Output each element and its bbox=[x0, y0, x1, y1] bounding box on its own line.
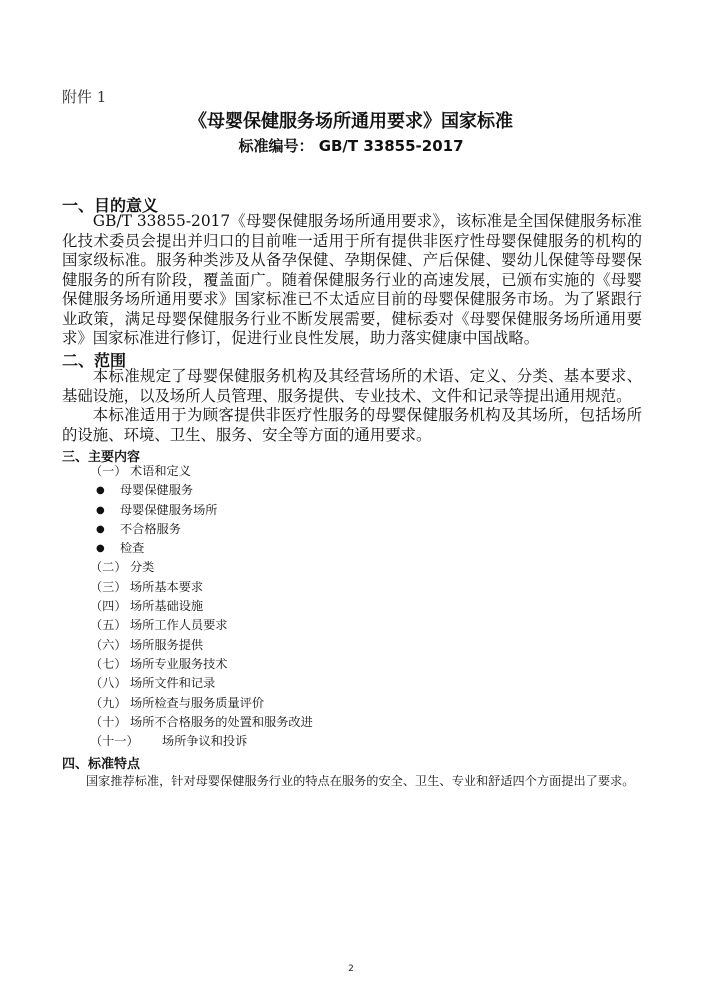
list-item: （五） 场所工作人员要求 bbox=[90, 618, 228, 633]
list-item: （十） 场所不合格服务的处置和服务改进 bbox=[90, 714, 313, 729]
list-item: （六） 场所服务提供 bbox=[90, 637, 204, 652]
scope-paragraph-1: 本标准规定了母婴保健服务机构及其经营场所的术语、定义、分类、基本要求、基础设施，以及场所人员管理、服务提供、专业技术、文件和记录等提出通用规范。 bbox=[62, 367, 642, 405]
section-heading-scope: 二、范围 bbox=[62, 351, 127, 370]
list-item: （十一） 场所争议和投诉 bbox=[90, 734, 248, 749]
features-paragraph: 国家推荐标准，针对母婴保健服务行业的特点在服务的安全、卫生、专业和舒适四个方面提出了要求。 bbox=[86, 774, 635, 788]
list-item: （三） 场所基本要求 bbox=[90, 579, 204, 594]
bullet-icon: ● bbox=[96, 485, 105, 497]
purpose-paragraph: GB/T 33855-2017《母婴保健服务场所通用要求》，该标准是全国保健服务标准化技术委员会提出并归口的目前唯一适用于所有提供非医疗性母婴保健服务的机构的国家级标准。服务种类涉及从备孕保健、孕期保健、产后保健、婴幼儿保健等母婴保健服务的所有阶段，覆盖面广。随着保健服务行业的高速发展，已颁布实施的《母婴保健服务场所通用要求》国家标准已不太适应目前的母婴保健服务市场。为了紧跟行业政策，满足母婴保健服务行业不断发展需要，健标委对《母婴保健服务场所通用要求》国家标准进行修订，促进行业良性发展，助力落实健康中国战略。 bbox=[62, 212, 642, 347]
content-list bbox=[90, 462, 313, 751]
section-heading-purpose: 一、目的意义 bbox=[62, 196, 159, 215]
standard-number: 标准编号： GB/T 33855-2017 bbox=[238, 137, 464, 155]
list-item: （四） 场所基础设施 bbox=[90, 599, 204, 614]
list-item: （二） 分类 bbox=[90, 560, 155, 575]
section-heading-content: 三、主要内容 bbox=[62, 450, 141, 465]
page-number: 2 bbox=[348, 964, 354, 974]
list-item: （八） 场所文件和记录 bbox=[90, 676, 216, 691]
attachment-label: 附件 1 bbox=[62, 88, 107, 106]
bullet-icon: ● bbox=[96, 543, 105, 555]
section-heading-features: 四、标准特点 bbox=[62, 757, 141, 772]
list-item: （九） 场所检查与服务质量评价 bbox=[90, 695, 265, 710]
list-item: ● 不合格服务 bbox=[90, 520, 313, 539]
list-item: ● 检查 bbox=[90, 539, 313, 558]
list-item: （一） 术语和定义 bbox=[90, 464, 191, 478]
scope-paragraph-2: 本标准适用于为顾客提供非医疗性服务的母婴保健服务机构及其场所，包括场所的设施、环境、卫生、服务、安全等方面的通用要求。 bbox=[62, 406, 642, 444]
list-item: （七） 场所专业服务技术 bbox=[90, 656, 228, 671]
bullet-icon: ● bbox=[96, 523, 105, 535]
list-item: ● 母婴保健服务场所 bbox=[90, 501, 313, 520]
bullet-icon: ● bbox=[96, 504, 105, 516]
document-title: 《母婴保健服务场所通用要求》国家标准 bbox=[189, 111, 513, 132]
list-item: ● 母婴保健服务 bbox=[90, 481, 313, 500]
